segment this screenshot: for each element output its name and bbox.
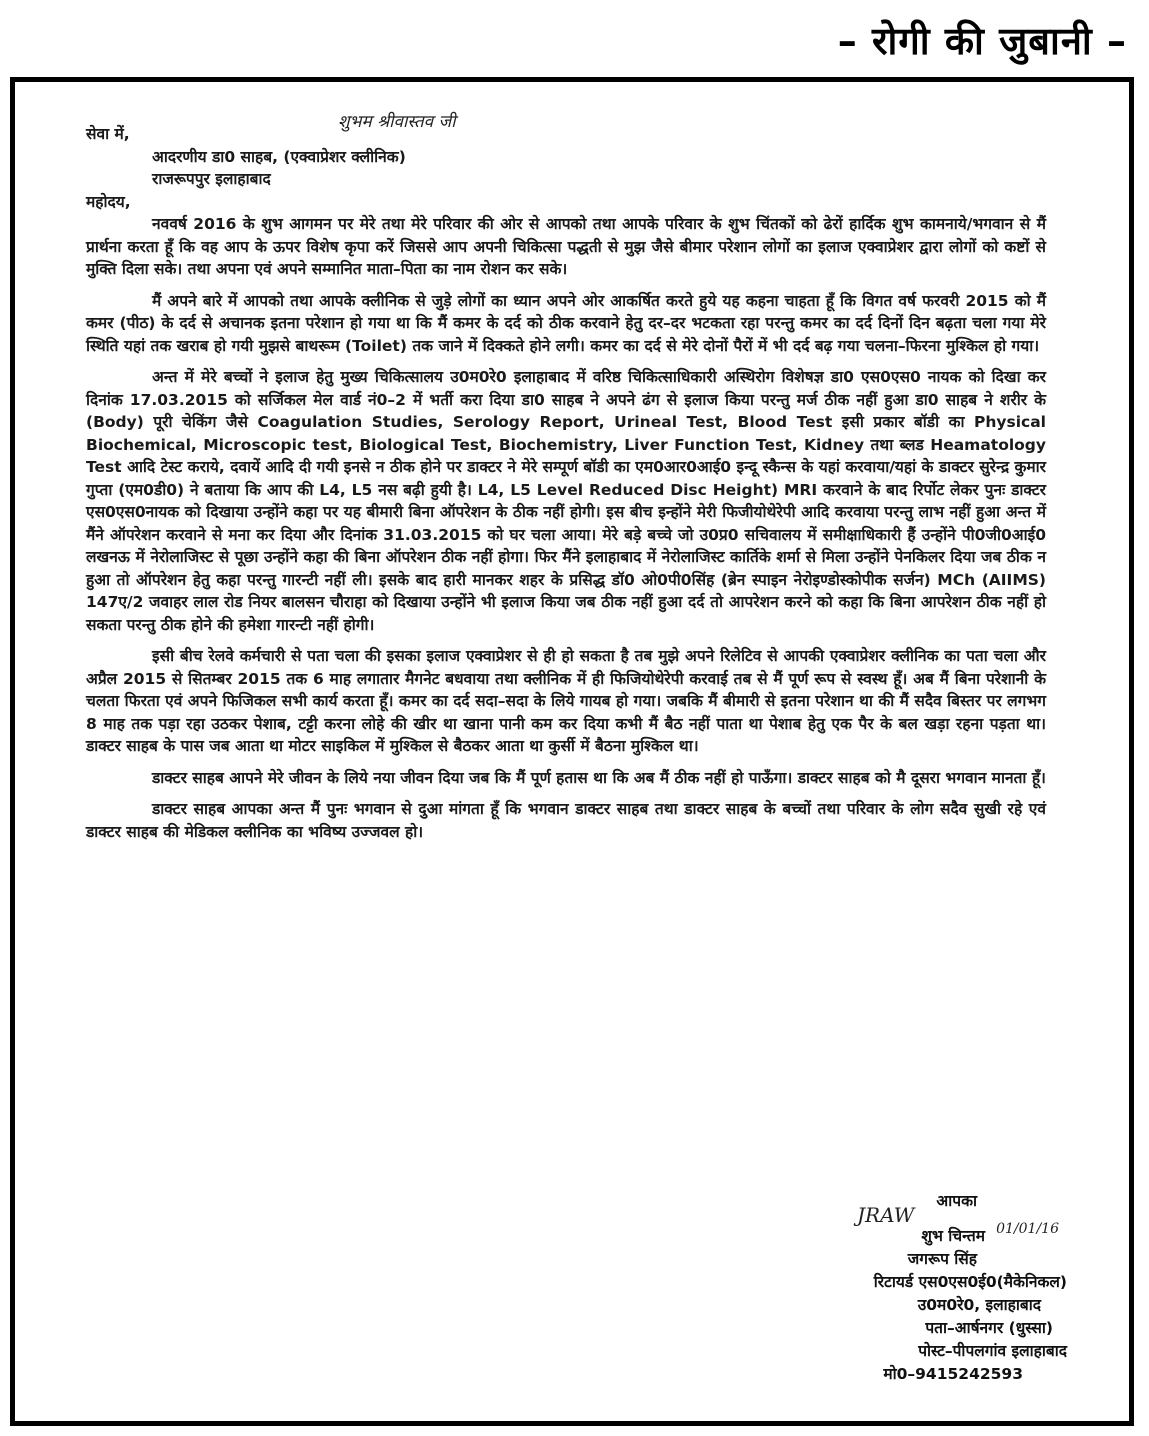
closing: आपका <box>936 1192 977 1210</box>
salutation-to: सेवा में, <box>86 125 130 143</box>
paragraph-3: अन्त में मेरे बच्चों ने इलाज हेतु मुख्य चिकित्सालय उ0म0रे0 इलाहाबाद में वरिष्ठ चिकित्साधिकारी अस्थिरोग विशेषज्ञ डा0 एस0एस0 नायक को दिखा कर दिनांक 17.03.2015 को सर्जिकल मेल वार्ड नं0–2 में भर्ती करा दिया डा0 साहब ने अपने ढंग से इलाज किया परन्तु मर्ज ठीक नहीं हुआ डा0 साहब ने शरीर के (Body) पूरी चेकिंग जैसे Coagulation Studies, Serology Report, Urineal Test, Blood Test इसी प्रकार बॉडी का Physical Biochemical, Microscopic test, Biological Test, Biochemistry, Liver Function Test, Kidney तथा ब्लड Heamatology Test आदि टेस्ट कराये, दवायें आदि दी गयी इनसे न ठीक होने पर डाक्टर ने मेरे सम्पूर्ण बॉडी का एम0आर0आई0 इन्दू स्कैन्स के यहां करवाया/यहां के डाक्टर सुरेन्द्र कुमार गुप्ता (एम0डी0) ने बताया कि आप की L4, L5 नस बढ़ी हुयी है। L4, L5 Level Reduced Disc Height) MRI करवाने के बाद रिर्पोट लेकर पुनः डाक्टर एस0एस0नायक को दिखाया उन्होंने कहा पर यह बीमारी बिना ऑपरेशन के ठीक नहीं होगी। इस बीच इन्होंने मेरी फिजीयोथेरेपी आदि करवाया परन्तु लाभ नहीं हुआ अन्त में मैंने ऑपरेशन करवाने से मना कर दिया और दिनांक 31.03.2015 को घर चला आया। मेरे बड़े बच्चे जो उ0प्र0 सचिवालय में समीक्षाधिकारी हैं उन्होंने पी0जी0आई0 लखनऊ में नेरोलाजिस्ट से पूछा उन्होंने कहा की बिना ऑपरेशन ठीक नहीं होगा। फिर मैंने इलाहाबाद में नेरोलाजिस्ट कार्तिके शर्मा से मिला उन्होंने पेनकिलर दिया जब ठीक न हुआ तो ऑपरेशन हेतु कहा परन्तु गारन्टी नहीं ली। इसके बाद हारी मानकर शहर के प्रसिद्ध डॉ0 ओ0पी0सिंह (ब्रेन स्पाइन नेरोइण्डोस्कोपीक सर्जन) MCh (AIIMS) 147ए/2 जवाहर लाल रोड नियर बालसन चौराहा को दिखाया उन्होंने भी इलाज किया जब ठीक नहीं हुआ दर्द तो आपरेशन करने को कहा कि बिना आपरेशन ठीक नहीं हो सकता परन्तु ठीक होने की हमेशा गारन्टी नहीं होगी। <box>86 368 1046 634</box>
signature-date: 01/01/16 <box>996 1221 1059 1237</box>
sender-name: जगरूप सिंह <box>907 1250 977 1268</box>
sender-mobile: मो0–9415242593 <box>883 1365 1023 1383</box>
paragraph-2: मैं अपने बारे में आपको तथा आपके क्लीनिक से जुड़े लोगों का ध्यान अपने ओर आकर्षित करते हुये यह कहना चाहता हूँ कि विगत वर्ष फरवरी 2015 को मैं कमर (पीठ) के दर्द से अचानक इतना परेशान हो गया था कि मैं कमर के दर्द को ठीक करवाने हेतु दर–दर भटकता रहा परन्तु कमर का दर्द दिनों दिन बढ़ता चला गया मेरे स्थिति यहां तक खराब हो गयी मुझसे बाथरूम (Toilet) तक जाने में दिक्कते होने लगी। कमर का दर्द से मेरे दोनों पैरों में भी दर्द बढ़ गया चलना–फिरना मुश्किल हो गया। <box>86 291 1046 355</box>
page-heading: – रोगी की जुबानी – <box>837 19 1127 63</box>
paragraph-6: डाक्टर साहब आपका अन्त मैं पुनः भगवान से दुआ मांगता हूँ कि भगवान डाक्टर साहब तथा डाक्टर साहब के बच्चों तथा परिवार के लोग सदैव सुखी रहे एवं डाक्टर साहब की मेडिकल क्लीनिक का भविष्य उज्जवल हो। <box>86 800 1046 841</box>
letter-body <box>86 112 1046 843</box>
address-line-1: आदरणीय डा0 साहब, (एक्वाप्रेशर क्लीनिक) <box>152 147 406 166</box>
handwritten-name: शुभम श्रीवास्तव जी <box>338 112 456 132</box>
greeting: महोदय, <box>86 192 131 211</box>
sender-designation: रिटायर्ड एस0एस0ई0(मैकेनिकल) <box>873 1273 1067 1291</box>
wish-line: शुभ चिन्तम <box>921 1227 985 1245</box>
paragraph-gap <box>86 758 1046 767</box>
paragraph-4: इसी बीच रेलवे कर्मचारी से पता चला की इसका इलाज एक्वाप्रेशर से ही हो सकता है तब मुझे अपने रिलेटिव से आपकी एक्वाप्रेशर क्लीनिक का पता चला और अप्रैल 2015 से सितम्बर 2015 तक 6 माह लगातार मैगनेट बधवाया तथा क्लीनिक में ही फिजियोथेरेपी करवाई तब से मैं पूर्ण रूप से स्वस्थ हूँ। अब मैं बिना परेशानी के चलता फिरता एवं अपने फिजिकल सभी कार्य करता हूँ। कमर का दर्द सदा–सदा के लिये गायब हो गया। जबकि मैं बीमारी से इतना परेशान था की मैं सदैव बिस्तर पर लगभग 8 माह तक पड़ा रहा उठकर पेशाब, टट्टी करना लोहे की खीर था खाना पानी कम कर दिया कभी मैं बैठ नहीं पाता था पेशाब हेतु एक पैर के बल खड़ा रहना पड़ता था। डाक्टर साहब के पास जब आता था मोटर साइकिल में मुश्किल से बैठकर आता था कुर्सी में बैठना मुश्किल था। <box>86 647 1046 755</box>
paragraph-gap <box>86 281 1046 290</box>
sender-post: पोस्ट–पीपलगांव इलाहाबाद <box>918 1342 1067 1360</box>
sender-org: उ0म0रे0, इलाहाबाद <box>917 1296 1041 1314</box>
paragraph-5: डाक्टर साहब आपने मेरे जीवन के लिये नया जीवन दिया जब कि मैं पूर्ण हतास था कि अब मैं ठीक नहीं हो पाऊँगा। डाक्टर साहब को मै दूसरा भगवान मानता हूँ। <box>152 768 1046 787</box>
signature-mark: JRAW <box>857 1203 915 1227</box>
paragraph-gap <box>86 789 1046 798</box>
address-block <box>86 112 1046 213</box>
sender-address: पता–आर्षनगर (धुस्सा) <box>925 1319 1053 1337</box>
address-line-2: राजरूपपुर इलाहाबाद <box>152 170 271 188</box>
paragraph-1: नववर्ष 2016 के शुभ आगमन पर मेरे तथा मेरे परिवार की ओर से आपको तथा आपके परिवार के शुभ चिंतकों को ढेरों हार्दिक शुभ कामनाये/भगवान से मैं प्रार्थना करता हूँ कि वह आप के ऊपर विशेष कृपा करें जिससे आप अपनी चिकित्सा पद्धती से मुझ जैसे बीमार परेशान लोगों का इलाज एक्वाप्रेशर द्वारा लोगों को कष्टों से मुक्ति दिला सके। तथा अपना एवं अपने सम्मानित माता–पिता का नाम रोशन कर सके। <box>86 215 1046 278</box>
paragraph-gap <box>86 636 1046 645</box>
signature-block <box>767 1190 1067 1386</box>
paragraph-gap <box>86 357 1046 366</box>
